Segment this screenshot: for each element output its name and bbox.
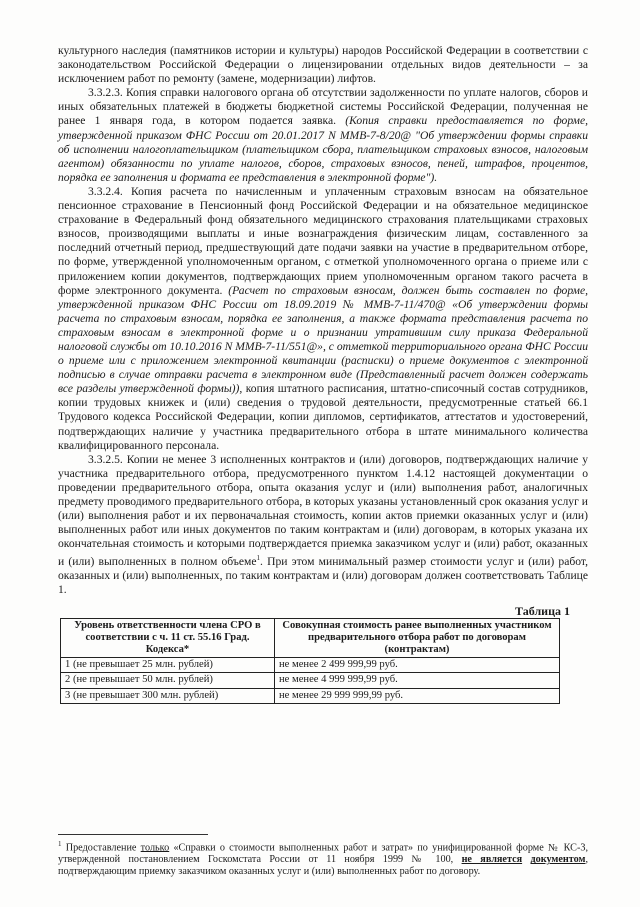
paragraph-3-3-2-3-text: 3.3.2.3. Копия справки налогового органа об отсутствии задолженности по уплате налогов, сборов и иных обязательных платежей в бюджеты бюджетной системы Российской Федерации, полученная не ранее 1 января года, в котором подается заявка. bbox=[58, 86, 588, 128]
cell-level: 2 (не превышает 50 млн. рублей) bbox=[61, 673, 275, 688]
paragraph-3-3-2-3-note: (Копия справки предоставляется по форме, утвержденной приказом ФНС России от 20.01.2017 N ММВ-7-8/20@ "Об утверждении формы справки об исполнении налогоплательщиком (плательщиком сбора, плательщиком страховых взносов, налоговым агентом) обязанности по уплате налогов, сборов, страховых взносов, пеней, штрафов, процентов, порядка ее заполнения и формата ее представления в электронной форме"). bbox=[58, 114, 588, 184]
paragraph-3-3-2-5-tail: . При этом минимальный размер стоимости услуг и (или) работ, оказанных и (или) выполненных, по таким контрактам и (или) договорам должен соответствовать Таблице 1. bbox=[58, 555, 588, 597]
cell-level: 1 (не превышает 25 млн. рублей) bbox=[61, 658, 275, 673]
footnote-divider bbox=[58, 834, 208, 835]
paragraph-3-3-2-4 bbox=[58, 185, 588, 453]
paragraph-cultural-heritage: культурного наследия (памятников истории и культуры) народов Российской Федерации в соответствии с законодательством Российской Федерации о лицензировании отдельных видов деятельности – за исключением работ по ремонту (замене, модернизации) лифтов. bbox=[58, 44, 588, 86]
requirements-table bbox=[60, 618, 560, 704]
cell-value: не менее 4 999 999,99 руб. bbox=[275, 673, 560, 688]
header-responsibility-level: Уровень ответственности члена СРО в соответствии с ч. 11 ст. 55.16 Град. Кодекса* bbox=[61, 618, 275, 658]
table-row bbox=[61, 688, 560, 703]
cell-value: не менее 2 499 999,99 руб. bbox=[275, 658, 560, 673]
paragraph-3-3-2-4-text: 3.3.2.4. Копия расчета по начисленным и уплаченным страховым взносам на обязательное пенсионное страхование в Пенсионный фонд Российской Федерации и на обязательное медицинское страхование в Федеральный фонд обязательного медицинского страхования плательщиками страховых взносов, производящими выплаты и иные вознаграждения физическим лицам, составленного за последний отчетный период, предшествующий дате подачи заявки на участие в предварительном отборе, по форме, утвержденной уполномоченным органом, с отметкой уполномоченного органа о приеме или с приложением копии документов, подтверждающих прием уполномоченным органом такого расчета в форме электронного документа. bbox=[58, 184, 588, 297]
footnote-mark: 1 bbox=[58, 840, 62, 848]
footnote-text-2: «Справки о стоимости выполненных работ и затрат» по унифицированной форме № КС-3, утвержденной постановлением Госкомстата России от 11 ноября 1999 № 100, bbox=[58, 842, 588, 866]
document-body bbox=[58, 44, 588, 704]
table-row bbox=[61, 658, 560, 673]
paragraph-3-3-2-4-tail: копия штатного расписания, штатно-списочный состав сотрудников, копии трудовых книжек и (или) сведения о трудовой деятельности, предусмотренные статьей 66.1 Трудового кодекса Российской Федерации, копии дипломов, сертификатов, аттестатов и удостоверений, подтверждающих наличие у участника предварительного отбора в штате минимального количества квалифицированного персонала. bbox=[58, 382, 588, 452]
table-caption: Таблица 1 bbox=[515, 603, 570, 618]
cell-level: 3 (не превышает 300 млн. рублей) bbox=[61, 688, 275, 703]
table-1-block bbox=[58, 604, 588, 704]
footnote-document: документом bbox=[530, 854, 586, 866]
cell-value: не менее 29 999 999,99 руб. bbox=[275, 688, 560, 703]
footnote bbox=[58, 838, 588, 878]
footnote-text-3: , подтверждающим приемку заказчиком оказанных услуг и (или) выполненных работ по договору. bbox=[58, 854, 588, 878]
footnote-not-is: не является bbox=[461, 854, 523, 866]
table-row bbox=[61, 673, 560, 688]
paragraph-3-3-2-5-text: 3.3.2.5. Копии не менее 3 исполненных контрактов и (или) договоров, подтверждающих наличие у участника предварительного отбора, предусмотренного пунктом 1.4.12 настоящей документации о проведении предварительного отбора, опыта оказания услуг и (или) выполнения работ, аналогичных предмету проводимого предварительного отбора, в которых указаны установленный срок оказания услуг и (или) выполнения работ и их первоначальная стоимость, копии актов приемки оказанных услуг и (или) выполненных работ или иных документов по таким контрактам и (или) договорам, в которых указана их окончательная стоимость и которыми подтверждается приемка заказчиком услуг и (или) работ, оказанных и (или) выполненных в полном объеме bbox=[58, 452, 588, 569]
table-header-row bbox=[61, 618, 560, 658]
paragraph-3-3-2-4-note: (Расчет по страховым взносам, должен быть составлен по форме, утвержденной приказом ФНС России от 18.09.2019 № ММВ-7-11/470@ «Об утверждении формы расчета по страховым взносам, порядка ее заполнения, а также формата представления расчета по страховым взносам в электронной форме и о признании утратившим силу приказа Федеральной налоговой службы от 10.10.2016 N ММВ-7-11/551@», с отметкой территориального органа ФНС России о приеме или с приложением электронной квитанции (расписки) о приеме документов с электронной подписью в случае отправки расчета в электронном виде (Представленный расчет должен содержать все разделы утвержденной формы)), bbox=[58, 283, 588, 396]
paragraph-3-3-2-3 bbox=[58, 86, 588, 185]
footnote-reference: 1 bbox=[256, 554, 261, 563]
footnote-only: только bbox=[140, 842, 170, 854]
paragraph-3-3-2-5 bbox=[58, 453, 588, 598]
header-total-cost: Совокупная стоимость ранее выполненных участником предварительного отбора работ по договорам (контрактам) bbox=[275, 618, 560, 658]
footnote-text-1: Предоставление bbox=[61, 842, 141, 854]
